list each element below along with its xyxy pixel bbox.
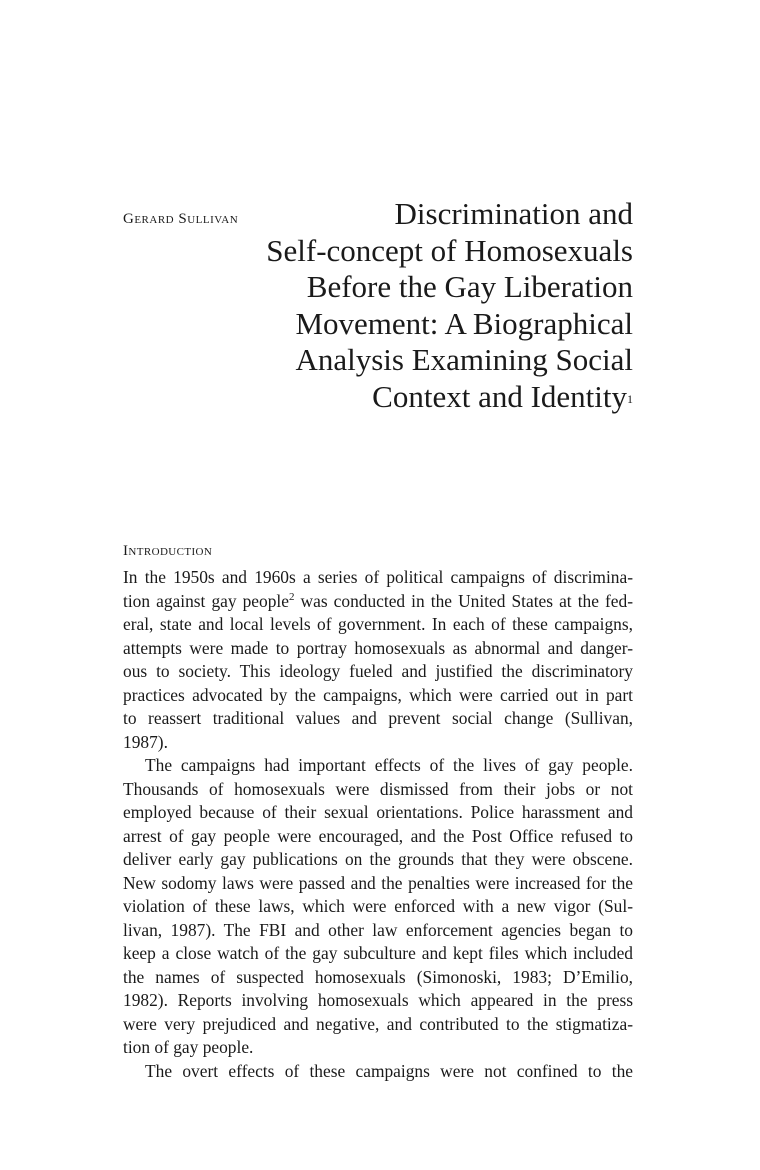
text-line: keep a close watch of the gay subculture and kept files which included <box>123 943 633 963</box>
body-text <box>123 566 633 1083</box>
title-footnote-mark: 1 <box>627 391 633 406</box>
text-line: to reassert traditional values and prevent social change (Sullivan, <box>123 708 633 728</box>
title-line: Movement: A Biographical <box>295 305 633 341</box>
text-line: In the 1950s and 1960s a series of political campaigns of discrimina- <box>123 567 633 587</box>
title-line: Discrimination and <box>394 196 633 231</box>
text-line: Thousands of homosexuals were dismissed from their jobs or not <box>123 778 633 799</box>
text-line: arrest of gay people were encouraged, and the Post Office refused to <box>123 825 633 846</box>
text-line: The overt effects of these campaigns were not confined to the <box>145 1060 633 1081</box>
article-title <box>255 196 633 415</box>
text-line: New sodomy laws were passed and the penalties were increased for the <box>123 872 633 893</box>
text-line: practices advocated by the campaigns, which were carried out in part <box>123 684 633 705</box>
text-line: eral, state and local levels of government. In each of these campaigns, <box>123 614 633 634</box>
text-line: ous to society. This ideology fueled and justified the discriminatory <box>123 661 633 681</box>
text-line: attempts were made to portray homosexuals as abnormal and danger- <box>123 637 633 658</box>
text-fragment: tion against gay people <box>123 590 289 611</box>
author-name: Gerard Sullivan <box>123 211 239 227</box>
text-line: tion of gay people. <box>123 1037 254 1057</box>
text-line <box>123 590 633 614</box>
section-heading-introduction: Introduction <box>123 543 213 559</box>
title-line-text: Context and Identity <box>372 378 627 414</box>
text-line: deliver early gay publications on the grounds that they were obscene. <box>123 849 633 869</box>
text-fragment: was conducted in the United States at the fed- <box>294 590 634 611</box>
text-line: The campaigns had important effects of the lives of gay people. <box>145 755 633 775</box>
text-line: were very prejudiced and negative, and contributed to the stigmatiza- <box>123 1013 633 1034</box>
text-line: 1982). Reports involving homosexuals which appeared in the press <box>123 990 633 1010</box>
title-line: Before the Gay Liberation <box>306 269 633 304</box>
text-line: employed because of their sexual orientations. Police harassment and <box>123 802 633 822</box>
text-line: violation of these laws, which were enforced with a new vigor (Sul- <box>123 896 633 916</box>
title-line-last <box>255 379 633 416</box>
title-line: Self-concept of Homosexuals <box>266 232 633 268</box>
text-line: livan, 1987). The FBI and other law enforcement agencies began to <box>123 919 633 940</box>
text-line: the names of suspected homosexuals (Simonoski, 1983; D’Emilio, <box>123 966 633 987</box>
text-line: 1987). <box>123 731 168 752</box>
title-line: Analysis Examining Social <box>295 342 633 377</box>
footnote-mark: 2 <box>288 590 295 603</box>
